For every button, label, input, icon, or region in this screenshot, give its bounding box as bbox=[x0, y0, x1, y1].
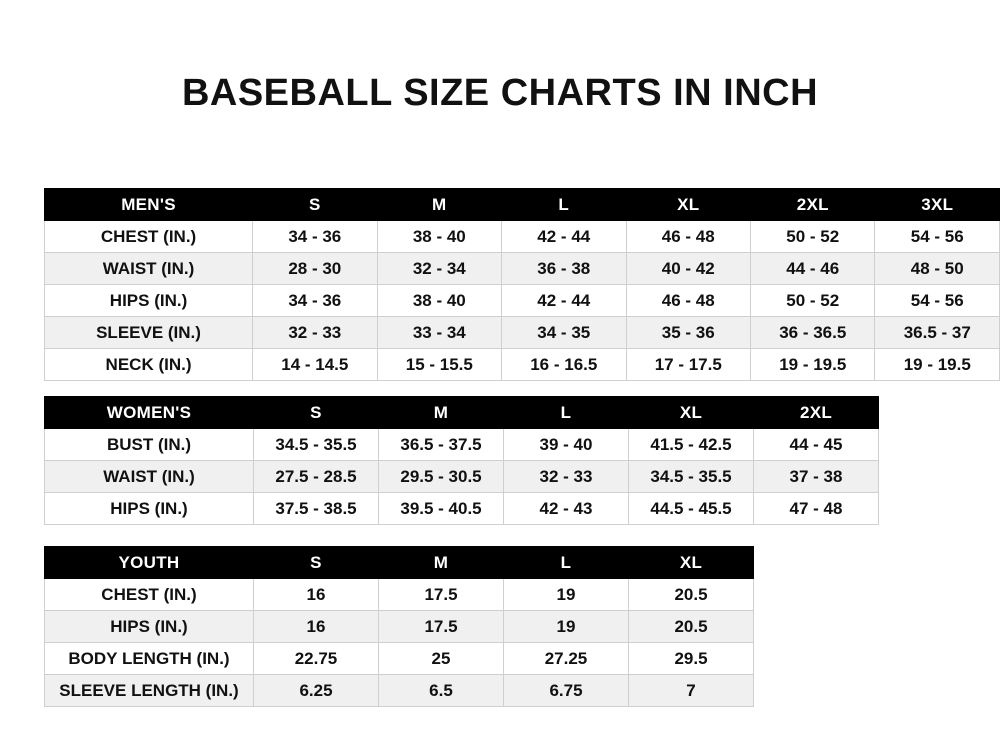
cell: 17.5 bbox=[379, 579, 504, 611]
womens-header-category: WOMEN'S bbox=[45, 397, 254, 429]
cell: 7 bbox=[629, 675, 754, 707]
row-label: HIPS (IN.) bbox=[45, 493, 254, 525]
table-row bbox=[45, 579, 754, 611]
cell: 54 - 56 bbox=[875, 221, 1000, 253]
cell: 32 - 33 bbox=[253, 317, 377, 349]
cell: 34 - 36 bbox=[253, 285, 377, 317]
table-row bbox=[45, 253, 1000, 285]
cell: 46 - 48 bbox=[626, 221, 750, 253]
row-label: WAIST (IN.) bbox=[45, 253, 253, 285]
cell: 35 - 36 bbox=[626, 317, 750, 349]
cell: 48 - 50 bbox=[875, 253, 1000, 285]
cell: 6.5 bbox=[379, 675, 504, 707]
cell: 28 - 30 bbox=[253, 253, 377, 285]
mens-size-table bbox=[44, 188, 1000, 381]
cell: 42 - 44 bbox=[502, 285, 626, 317]
cell: 20.5 bbox=[629, 611, 754, 643]
row-label: BODY LENGTH (IN.) bbox=[45, 643, 254, 675]
womens-header-m: M bbox=[379, 397, 504, 429]
cell: 29.5 - 30.5 bbox=[379, 461, 504, 493]
cell: 36.5 - 37.5 bbox=[379, 429, 504, 461]
table-row bbox=[45, 493, 879, 525]
mens-header-s: S bbox=[253, 189, 377, 221]
mens-header-2xl: 2XL bbox=[751, 189, 875, 221]
womens-size-table bbox=[44, 396, 879, 525]
table-row bbox=[45, 349, 1000, 381]
cell: 32 - 33 bbox=[504, 461, 629, 493]
table-row bbox=[45, 221, 1000, 253]
table-row bbox=[45, 611, 754, 643]
cell: 29.5 bbox=[629, 643, 754, 675]
cell: 44.5 - 45.5 bbox=[629, 493, 754, 525]
mens-header-xl: XL bbox=[626, 189, 750, 221]
youth-size-chart bbox=[44, 546, 754, 707]
youth-header-category: YOUTH bbox=[45, 547, 254, 579]
row-label: HIPS (IN.) bbox=[45, 285, 253, 317]
row-label: SLEEVE LENGTH (IN.) bbox=[45, 675, 254, 707]
table-header-row bbox=[45, 397, 879, 429]
cell: 20.5 bbox=[629, 579, 754, 611]
cell: 17.5 bbox=[379, 611, 504, 643]
row-label: CHEST (IN.) bbox=[45, 221, 253, 253]
table-row bbox=[45, 675, 754, 707]
youth-table-head bbox=[45, 547, 754, 579]
cell: 47 - 48 bbox=[754, 493, 879, 525]
table-row bbox=[45, 461, 879, 493]
cell: 6.75 bbox=[504, 675, 629, 707]
cell: 32 - 34 bbox=[377, 253, 501, 285]
youth-header-xl: XL bbox=[629, 547, 754, 579]
row-label: SLEEVE (IN.) bbox=[45, 317, 253, 349]
mens-table-head bbox=[45, 189, 1000, 221]
cell: 34.5 - 35.5 bbox=[629, 461, 754, 493]
cell: 38 - 40 bbox=[377, 285, 501, 317]
table-row bbox=[45, 429, 879, 461]
youth-size-table bbox=[44, 546, 754, 707]
cell: 37.5 - 38.5 bbox=[254, 493, 379, 525]
mens-table-body bbox=[45, 221, 1000, 381]
table-header-row bbox=[45, 547, 754, 579]
row-label: WAIST (IN.) bbox=[45, 461, 254, 493]
womens-header-xl: XL bbox=[629, 397, 754, 429]
cell: 19 - 19.5 bbox=[875, 349, 1000, 381]
mens-header-category: MEN'S bbox=[45, 189, 253, 221]
cell: 42 - 44 bbox=[502, 221, 626, 253]
cell: 15 - 15.5 bbox=[377, 349, 501, 381]
cell: 40 - 42 bbox=[626, 253, 750, 285]
row-label: BUST (IN.) bbox=[45, 429, 254, 461]
mens-header-l: L bbox=[502, 189, 626, 221]
cell: 6.25 bbox=[254, 675, 379, 707]
table-row bbox=[45, 643, 754, 675]
cell: 36 - 38 bbox=[502, 253, 626, 285]
youth-table-body bbox=[45, 579, 754, 707]
cell: 39 - 40 bbox=[504, 429, 629, 461]
youth-header-s: S bbox=[254, 547, 379, 579]
youth-header-m: M bbox=[379, 547, 504, 579]
womens-header-s: S bbox=[254, 397, 379, 429]
cell: 27.25 bbox=[504, 643, 629, 675]
cell: 42 - 43 bbox=[504, 493, 629, 525]
row-label: NECK (IN.) bbox=[45, 349, 253, 381]
cell: 34.5 - 35.5 bbox=[254, 429, 379, 461]
cell: 19 bbox=[504, 611, 629, 643]
youth-header-l: L bbox=[504, 547, 629, 579]
cell: 25 bbox=[379, 643, 504, 675]
cell: 34 - 36 bbox=[253, 221, 377, 253]
mens-header-m: M bbox=[377, 189, 501, 221]
womens-table-head bbox=[45, 397, 879, 429]
cell: 41.5 - 42.5 bbox=[629, 429, 754, 461]
cell: 37 - 38 bbox=[754, 461, 879, 493]
cell: 16 - 16.5 bbox=[502, 349, 626, 381]
cell: 46 - 48 bbox=[626, 285, 750, 317]
cell: 54 - 56 bbox=[875, 285, 1000, 317]
cell: 50 - 52 bbox=[751, 285, 875, 317]
cell: 44 - 46 bbox=[751, 253, 875, 285]
cell: 16 bbox=[254, 611, 379, 643]
cell: 39.5 - 40.5 bbox=[379, 493, 504, 525]
table-row bbox=[45, 317, 1000, 349]
row-label: CHEST (IN.) bbox=[45, 579, 254, 611]
cell: 38 - 40 bbox=[377, 221, 501, 253]
womens-header-2xl: 2XL bbox=[754, 397, 879, 429]
womens-header-l: L bbox=[504, 397, 629, 429]
mens-size-chart bbox=[44, 188, 1000, 381]
cell: 19 bbox=[504, 579, 629, 611]
cell: 34 - 35 bbox=[502, 317, 626, 349]
row-label: HIPS (IN.) bbox=[45, 611, 254, 643]
table-header-row bbox=[45, 189, 1000, 221]
table-row bbox=[45, 285, 1000, 317]
womens-table-body bbox=[45, 429, 879, 525]
cell: 19 - 19.5 bbox=[751, 349, 875, 381]
cell: 36 - 36.5 bbox=[751, 317, 875, 349]
cell: 17 - 17.5 bbox=[626, 349, 750, 381]
cell: 16 bbox=[254, 579, 379, 611]
cell: 44 - 45 bbox=[754, 429, 879, 461]
cell: 22.75 bbox=[254, 643, 379, 675]
page-title: BASEBALL SIZE CHARTS IN INCH bbox=[181, 72, 819, 114]
womens-size-chart bbox=[44, 396, 879, 525]
cell: 27.5 - 28.5 bbox=[254, 461, 379, 493]
mens-header-3xl: 3XL bbox=[875, 189, 1000, 221]
cell: 50 - 52 bbox=[751, 221, 875, 253]
cell: 14 - 14.5 bbox=[253, 349, 377, 381]
cell: 36.5 - 37 bbox=[875, 317, 1000, 349]
cell: 33 - 34 bbox=[377, 317, 501, 349]
